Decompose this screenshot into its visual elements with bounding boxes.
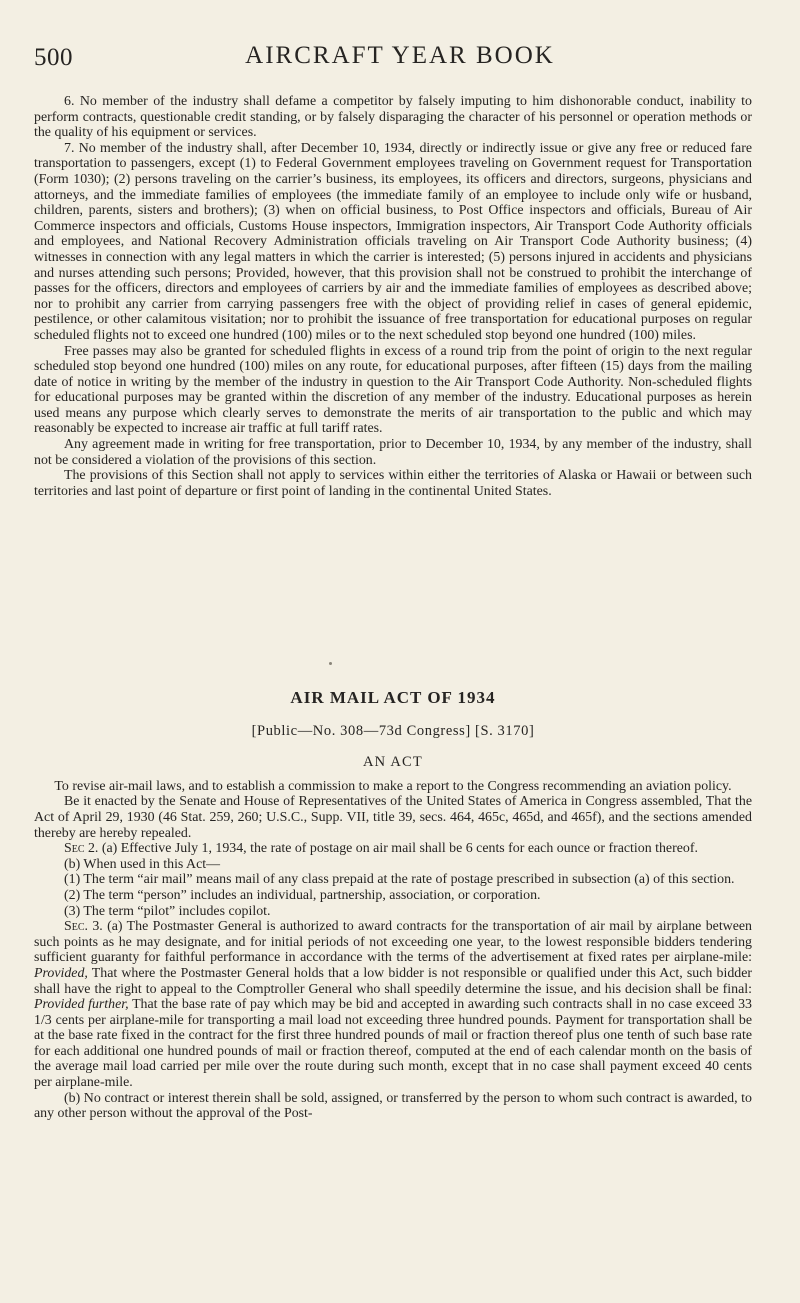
- section-3a-text-1: . 3. (a) The Postmaster General is authorized to award contracts for the transportation of air mail by airplane between such points as he may designate, and for initial periods of not exceeding one year, to the lowest responsible bidders tendering sufficient guaranty for faithful performance in accordance with the terms of the advertisement at fixed rates per airplane-mile:: [34, 919, 752, 966]
- provided-clause: Provided,: [34, 965, 88, 981]
- section-3b: (b) No contract or interest therein shall be sold, assigned, or transferred by the person to whom such contract is awarded, to any other person without the approval of the Post-: [34, 1090, 752, 1122]
- air-mail-act-section: [34, 690, 752, 1122]
- printer-mark: [329, 662, 332, 665]
- act-subtitle: AN ACT: [363, 754, 423, 771]
- paragraph-territories: The provisions of this Section shall not apply to services within either the territories of Alaska or Hawaii or between such territories and last point of departure or first point of landing in the continental United States.: [34, 468, 752, 499]
- act-purpose: To revise air-mail laws, and to establish a commission to make a report to the Congress recommending an aviation policy.: [54, 778, 732, 794]
- section-2a: [34, 841, 752, 857]
- section-label: Sec: [64, 919, 85, 935]
- page-header: [30, 42, 770, 76]
- paragraph-free-transportation: 7. No member of the industry shall, after December 10, 1934, directly or indirectly issue or give any free or reduced fare transportation to passengers, except (1) to Federal Government employees traveling on Government request for Transportation (Form 1030); (2) persons traveling on the carrier’s business, its employees, its officers and directors, surgeons, physicians and attorneys, and the immediate families of employees (the immediate family of an employee to include only wife or husband, children, parents, sisters and brothers); (3) when on official business, to Post Office inspectors and officials, Bureau of Air Commerce inspectors and officials, Customs House inspectors, Immigration inspectors, Air Transport Code Authority officials and employees, and National Recovery Administration officials traveling on Air Transport Code Authority business; (4) witnesses in connection with any legal matters in which the carrier is interested; (5) persons injured in accidents and physicians and nurses attending such persons; Provided, however, that this provision shall not be construed to prohibit the interchange of passes for the officers, directors and employees of carriers by air and the immediate families of employees as described above; nor to prohibit any carrier from carrying passengers free with the object of providing relief in cases of general epidemic, pestilence, or other calamitous visitation; nor to prohibit the issuance of free transportation for educational purposes on regular scheduled flights not to exceed one hundred (100) miles or to the next scheduled stop beyond one hundred (100) miles.: [34, 140, 752, 343]
- provided-further-clause: Provided further,: [34, 997, 129, 1013]
- running-title: AIRCRAFT YEAR BOOK: [245, 42, 555, 69]
- act-title: AIR MAIL ACT OF 1934: [290, 688, 496, 707]
- section-3a-text-2: That where the Postmaster General holds that a low bidder is not responsible or qualified under this Act, such bidder shall have the right to appeal to the Comptroller General who shall speedily determine the issue, and his decision shall be final:: [34, 965, 752, 997]
- act-citation: [Public—No. 308—73d Congress] [S. 3170]: [251, 722, 535, 739]
- paragraph-free-passes: Free passes may also be granted for scheduled flights in excess of a round trip from the point of origin to the next regular scheduled stop beyond one hundred (100) miles on any route, for educational purposes, after fifteen (15) days from the mailing date of notice in writing by the member of the industry in question to the Air Transport Code Authority. Non-scheduled flights for educational purposes may be granted within the discretion of any member of the industry. Educational purposes as herein used means any purpose which clearly serves to demonstrate the merits of air transportation to the public and which may reasonably be expected to increase air traffic at full tariff rates.: [34, 343, 752, 437]
- paragraph-defamation: 6. No member of the industry shall defame a competitor by falsely imputing to him dishonorable conduct, inability to perform contracts, questionable credit standing, or by falsely disparaging the character of his personnel or operation methods or the quality of his equipment or services.: [34, 94, 752, 141]
- section-2b-2: (2) The term “person” includes an individual, partnership, association, or corporation.: [64, 887, 541, 903]
- section-2b: (b) When used in this Act—: [64, 856, 220, 872]
- section-label: Sec: [64, 841, 85, 857]
- section-2b-1: (1) The term “air mail” means mail of any class prepaid at the rate of postage prescribed in subsection (a) of this section.: [64, 872, 735, 888]
- section-3a-text-3: That the base rate of pay which may be bid and accepted in awarding such contracts shall in no case exceed 33 1/3 cents per airplane-mile for transporting a mail load not exceeding three hundred pounds. Payment for transportation shall be at the base rate fixed in the contract for the first three hundred pounds of mail or fraction thereof plus one tenth of such base rate for each additional one hundred pounds of mail or fraction thereof, computed at the end of each calendar month on the basis of the average mail load carried per mile over the route during such month, except that in no case shall payment exceed 40 cents per airplane-mile.: [34, 997, 752, 1091]
- code-section-text: [34, 94, 752, 499]
- paragraph-prior-agreements: Any agreement made in writing for free transportation, prior to December 10, 1934, by any member of the industry, shall not be considered a violation of the provisions of this section.: [34, 437, 752, 468]
- page-number: 500: [34, 44, 73, 71]
- enacting-clause: Be it enacted by the Senate and House of Representatives of the United States of America in Congress assembled, That the Act of April 29, 1930 (46 Stat. 259, 260; U.S.C., Supp. VII, title 39, secs. 464, 465c, 465d, and 465f), and the sections amended thereby are hereby repealed.: [34, 794, 752, 841]
- section-2a-text: 2. (a) Effective July 1, 1934, the rate of postage on air mail shall be 6 cents for each ounce or fraction thereof.: [84, 841, 698, 857]
- section-3a: [34, 919, 752, 1091]
- section-2b-3: (3) The term “pilot” includes copilot.: [64, 903, 271, 919]
